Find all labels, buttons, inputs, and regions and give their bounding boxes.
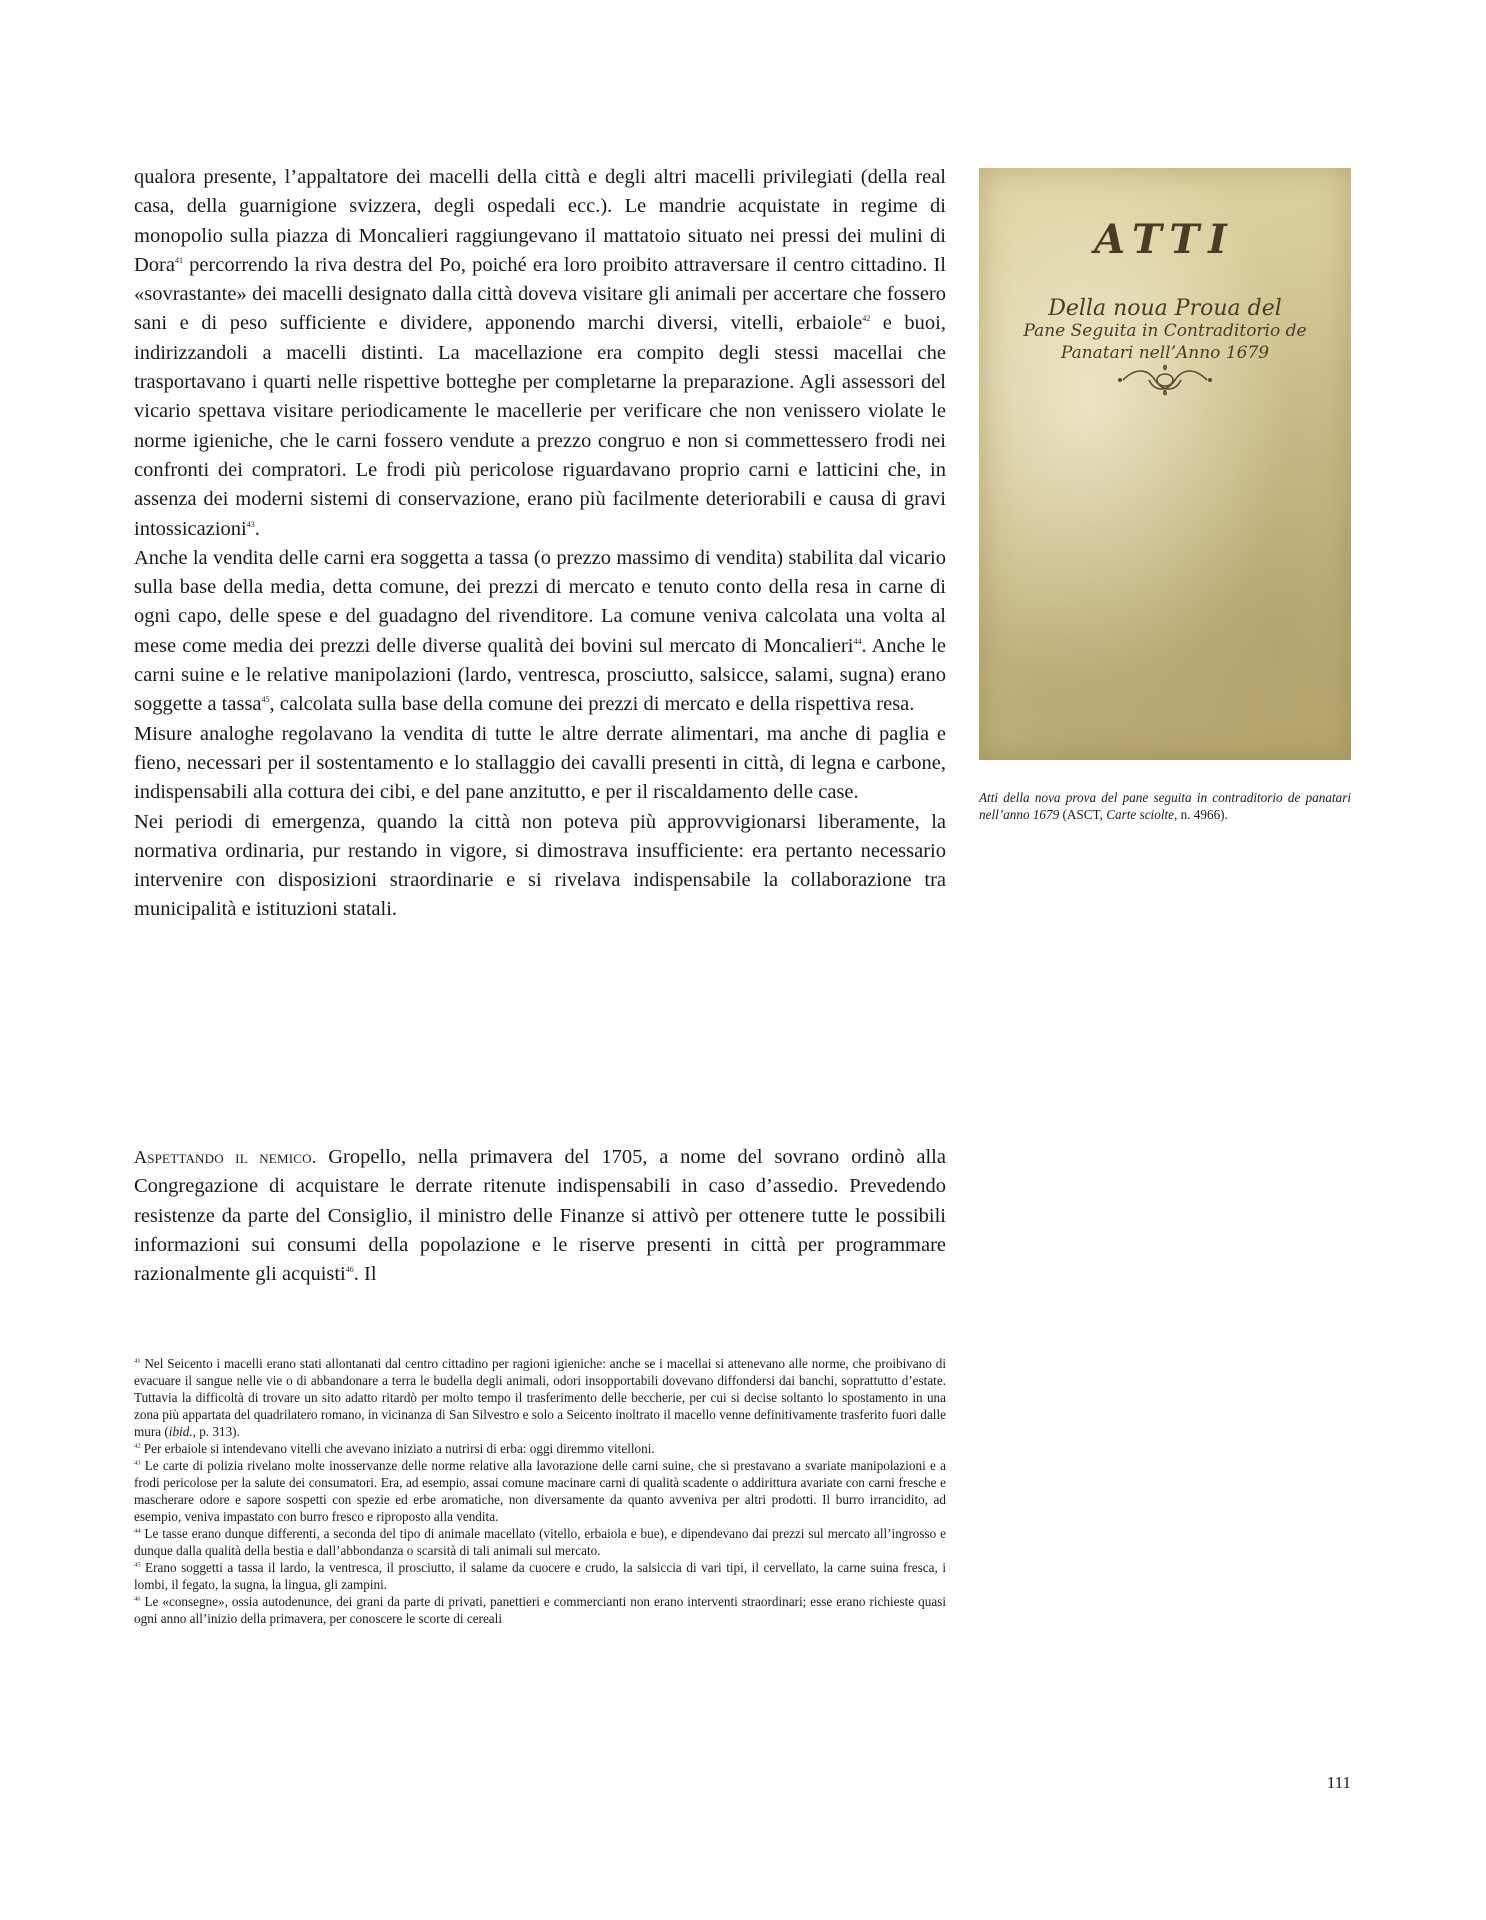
footnote-43 bbox=[134, 1457, 946, 1525]
footnote-ref-44: 44 bbox=[853, 636, 862, 646]
text-run: , calcolata sulla base della comune dei prezzi di mercato e della rispettiva resa. bbox=[269, 693, 915, 716]
footnote-text: Erano soggetti a tassa il lardo, la ventresca, il prosciutto, il salame da cuocere e crudo, la salsiccia di vari tipi, il cervellato, la carne suina fresca, i lombi, il fegato, la sugna, la lingua, gli zampini. bbox=[134, 1560, 946, 1592]
footnote-number: 43 bbox=[134, 1459, 141, 1467]
footnote-46 bbox=[134, 1593, 946, 1627]
caption-title: Atti della nova prova del pane seguita in contraditorio de panatari nell’anno 1679 bbox=[979, 790, 1351, 822]
footnote-ref-42: 42 bbox=[862, 314, 871, 324]
footnote-text: Le carte di polizia rivelano molte inosservanze delle norme relative alla lavorazione delle carni suine, che si prestavano a svariate manipolazioni e a frodi pericolose per la salute dei consumatori. Era, ad esempio, assai comune macinare carni di qualità scadente o addirittura avariate con carni fresche e mascherare odore e sapore sospetti con spezie ed erbe aromatiche, non diversamente da quanto avveniva per altri prodotti. Il burro irrancidito, ad esempio, veniva impastato con burro fresco e riproposto alla vendita. bbox=[134, 1458, 946, 1524]
footnote-42 bbox=[134, 1440, 946, 1457]
text-run: qualora presente, l’appaltatore dei macelli della città e degli altri macelli privilegiati (della real casa, della guarnigione svizzera, degli ospedali ecc.). Le mandrie acquistate in regime di monopolio sulla piazza di Moncalieri raggiungevano il mattatoio situato nei pressi dei mulini di Dora bbox=[134, 166, 946, 276]
illustration-line-3: Panatari nell’Anno 1679 bbox=[1060, 343, 1270, 363]
text-run: . bbox=[254, 517, 260, 540]
footnote-44 bbox=[134, 1525, 946, 1559]
footnote-text: Nel Seicento i macelli erano stati allontanati dal centro cittadino per ragioni igieniche: anche se i macellai si attenevano alle norme, che proibivano di evacuare il sangue nelle vie o di abbandonare a terra le budella degli animali, odori insopportabili dovevano diffondersi dai banchi, soprattutto d’estate. Tuttavia la difficoltà di trovare un sito adatto ritardò per molto tempo il trasferimento delle beccherie, per cui si decise soltanto lo spostamento in una zona più appartata del quadrilatero romano, in vicinanza di San Silvestro e solo a Seicento inoltrato il macello venne definitivamente trasferito fuori dalle mura ( bbox=[134, 1356, 946, 1439]
footnote-number: 41 bbox=[134, 1357, 141, 1365]
illustration-line-2: Pane Seguita in Contraditorio de bbox=[1023, 321, 1307, 341]
paragraph-4: Nei periodi di emergenza, quando la città non poteva più approvvigionarsi liberamente, la normativa ordinaria, pur restando in vigore, si dimostrava insufficiente: era pertanto necessario intervenire con disposizioni straordinarie e si rivelava indispensabile la collaborazione tra municipalità e istituzioni statali. bbox=[134, 810, 946, 921]
illustration-caption bbox=[979, 789, 1351, 823]
footnote-text: , p. 313). bbox=[192, 1424, 240, 1439]
paragraph-3: Misure analoghe regolavano la vendita di tutte le altre derrate alimentari, ma anche di paglia e fieno, necessari per il sostentamento e lo stallaggio dei cavalli presenti in città, di legna e carbone, indispensabili alla cottura dei cibi, e del pane anzitutto, e per il riscaldamento delle case. bbox=[134, 722, 946, 804]
illustration-title: ATTI bbox=[1094, 216, 1236, 263]
caption-text bbox=[979, 789, 1351, 823]
footnote-number: 46 bbox=[134, 1595, 141, 1603]
footnote-ref-45: 45 bbox=[261, 695, 270, 705]
caption-source-close: , n. 4966). bbox=[1174, 807, 1228, 822]
caption-source-open: (ASCT, bbox=[1059, 807, 1107, 822]
section-aspettando bbox=[134, 1143, 946, 1289]
document-illustration bbox=[979, 168, 1351, 760]
main-text bbox=[134, 163, 946, 925]
ornament-icon bbox=[1115, 360, 1215, 400]
caption-collection: Carte sciolte bbox=[1106, 807, 1174, 822]
page-number: 111 bbox=[1326, 1773, 1351, 1792]
text-run: Anche la vendita delle carni era soggetta a tassa (o prezzo massimo di vendita) stabilita dal vicario sulla base della media, detta comune, dei prezzi di mercato e tenuto conto della resa in carne di ogni capo, delle spese e del guadagno del rivenditore. La comune veniva calcolata una volta al mese come media dei prezzi delle diverse qualità dei bovini sul mercato di Moncalieri bbox=[134, 546, 946, 657]
footnote-ref-43: 43 bbox=[246, 519, 255, 529]
text-run: . Anche le carni suine e le relative manipolazioni (lardo, ventresca, prosciutto, salsicce, salami, sugna) erano soggette a tassa bbox=[134, 634, 946, 716]
footnote-number: 42 bbox=[134, 1442, 141, 1450]
footnote-number: 45 bbox=[134, 1561, 141, 1569]
footnote-italic: ibid. bbox=[168, 1424, 193, 1439]
footnote-ref-41: 41 bbox=[174, 256, 183, 266]
illustration-line-1: Della noua Proua del bbox=[1048, 296, 1282, 321]
text-run: percorrendo la riva destra del Po, poiché era loro proibito attraversare il centro cittadino. Il «sovrastante» dei macelli designato dalla città doveva visitare gli animali per accertare che fossero sani e di peso sufficiente e dividere, apponendo marchi diversi, vitelli, erbaiole bbox=[134, 253, 946, 335]
text-run: . Il bbox=[353, 1263, 377, 1286]
footnote-text: Le tasse erano dunque differenti, a seconda del tipo di animale macellato (vitello, erbaiola e bue), e dipendevano dai prezzi sul mercato all’ingrosso e dunque dalla qualità della bestia e dall’abbondanza o scarsità di tali animali sul mercato. bbox=[134, 1526, 946, 1558]
text-run: Gropello, nella primavera del 1705, a nome del sovrano ordinò alla Congregazione di acquistare le derrate ritenute indispensabili in caso d’assedio. Prevedendo resistenze da parte del Consiglio, il ministro delle Finanze si attivò per ottenere tutte le possibili informazioni sui consumi della popolazione e le riserve presenti in città per programmare razionalmente gli acquisti bbox=[134, 1146, 946, 1286]
text-run: e buoi, indirizzandoli a macelli distinti. La macellazione era compito degli stessi macellai che trasportavano i quarti nelle rispettive botteghe per completarne la preparazione. Agli assessori del vicario spettava visitare periodicamente le macellerie per verificare che non venissero violate le norme igieniche, che le carni fossero vendute a prezzo congruo e non si commettessero frodi nei confronti dei compratori. Le frodi più pericolose riguardavano proprio carni e latticini che, in assenza dei moderni sistemi di conservazione, erano più facilmente deteriorabili e causa di gravi intossicazioni bbox=[134, 312, 946, 540]
footnote-45 bbox=[134, 1559, 946, 1593]
paragraph-2 bbox=[134, 544, 946, 720]
section-paragraph bbox=[134, 1143, 946, 1289]
footnote-ref-46: 46 bbox=[345, 1265, 354, 1275]
footnote-text: Le «consegne», ossia autodenunce, dei grani da parte di privati, panettieri e commercianti non erano interventi straordinari; esse erano richieste quasi ogni anno all’inizio della primavera, per conoscere le scorte di cereali bbox=[134, 1594, 946, 1626]
paragraph-1 bbox=[134, 163, 946, 544]
footnote-text: Per erbaiole si intendevano vitelli che avevano iniziato a nutrirsi di erba: oggi diremmo vitelloni. bbox=[140, 1441, 655, 1456]
footnote-number: 44 bbox=[134, 1527, 141, 1535]
footnotes bbox=[134, 1355, 946, 1627]
section-heading: Aspettando il nemico. bbox=[134, 1147, 317, 1167]
footnote-41 bbox=[134, 1355, 946, 1440]
